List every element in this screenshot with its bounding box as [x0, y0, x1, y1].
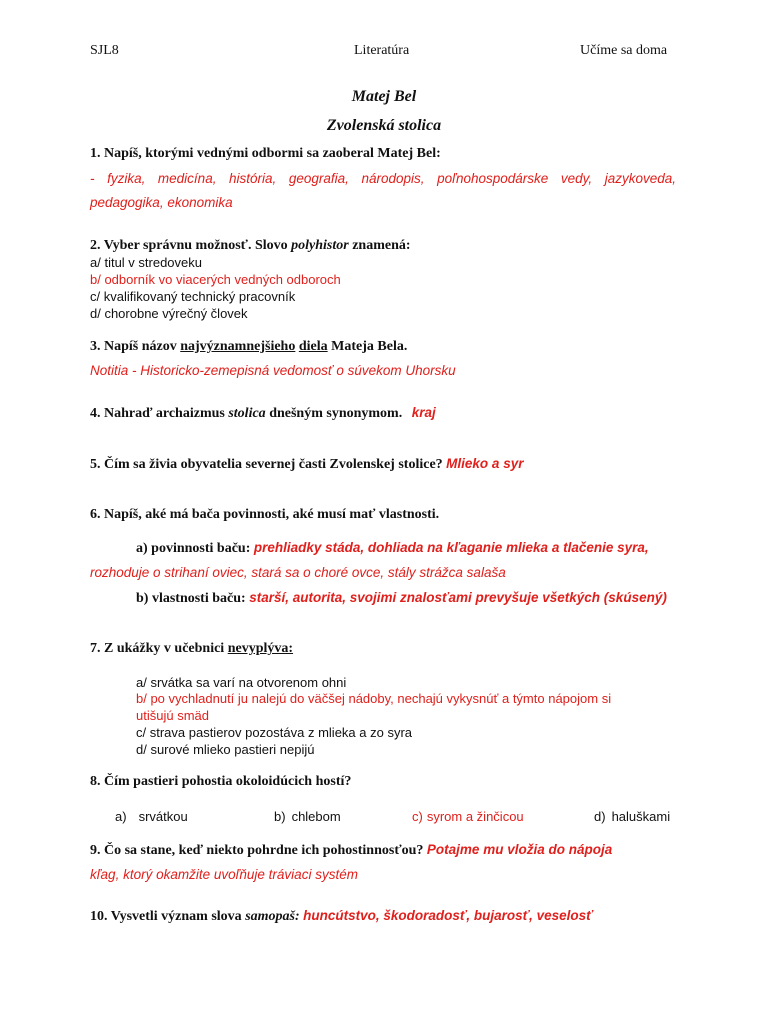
- option-7b-correct: b/ po vychladnutí ju nalejú do väčšej nádoby, nechajú vykysnúť a týmto nápojom si: [136, 691, 612, 706]
- answer-6a-line-2: rozhoduje o strihaní oviec, stará sa o choré ovce, stály strážca salaša: [90, 565, 506, 580]
- option-8c-correct: c) syrom a žinčicou: [412, 809, 524, 824]
- question-8: 8. Čím pastieri pohostia okoloidúcich hostí?: [90, 774, 352, 789]
- option-8a: a) srvátkou: [115, 809, 188, 824]
- answer-9-line-2: kľag, ktorý okamžite uvoľňuje tráviaci systém: [90, 867, 358, 882]
- option-7a: a/ srvátka sa varí na otvorenom ohni: [136, 675, 347, 690]
- option-2d: d/ chorobne výrečný človek: [90, 306, 248, 321]
- question-2-term: polyhistor: [291, 238, 349, 253]
- answer-6a-line-1: prehliadky stáda, dohliada na kľaganie mlieka a tlačenie syra,: [253, 540, 649, 555]
- question-9: 9. Čo sa stane, keď niekto pohrdne ich pohostinnosťou? Potajme mu vložia do nápoja: [90, 842, 613, 858]
- option-2a: a/ titul v stredoveku: [90, 255, 202, 270]
- page-subtitle: Zvolenská stolica: [326, 117, 442, 134]
- answer-1-line-1: - fyzika, medicína, história, geografia, národopis, poľnohospodárske vedy, jazykoveda,: [90, 171, 676, 186]
- question-1: 1. Napíš, ktorými vednými odbormi sa zaoberal Matej Bel:: [90, 146, 441, 161]
- answer-4: kraj: [411, 405, 436, 420]
- header-note: Učíme sa doma: [580, 43, 668, 58]
- option-7c: c/ strava pastierov pozostáva z mlieka a zo syra: [136, 725, 413, 740]
- header-class: SJL8: [90, 43, 119, 58]
- question-7: 7. Z ukážky v učebnici nevyplýva:: [90, 641, 294, 656]
- answer-5: Mlieko a syr: [446, 456, 524, 471]
- option-2c: c/ kvalifikovaný technický pracovník: [90, 289, 296, 304]
- answer-9-line-1: Potajme mu vložia do nápoja: [426, 842, 613, 857]
- answer-10: huncútstvo, škodoradosť, bujarosť, veselosť: [303, 908, 593, 923]
- option-7d: d/ surové mlieko pastieri nepijú: [136, 742, 315, 757]
- answer-6b: starší, autorita, svojimi znalosťami prevyšuje všetkých (skúsený): [249, 590, 667, 605]
- header-subject: Literatúra: [354, 43, 410, 58]
- question-10: 10. Vysvetli význam slova samopaš: huncútstvo, škodoradosť, bujarosť, veselosť: [90, 908, 593, 924]
- question-3: 3. Napíš názov najvýznamnejšieho diela Mateja Bela.: [90, 339, 408, 354]
- answer-1-line-2: pedagogika, ekonomika: [90, 195, 233, 210]
- question-6a: a) povinnosti baču: prehliadky stáda, dohliada na kľaganie mlieka a tlačenie syra,: [136, 540, 649, 556]
- page-title: Matej Bel: [351, 88, 417, 105]
- question-5: 5. Čím sa živia obyvatelia severnej časti Zvolenskej stolice? Mlieko a syr: [90, 456, 524, 472]
- option-7b-continued: utišujú smäd: [136, 708, 209, 723]
- question-6b: b) vlastnosti baču: starší, autorita, svojimi znalosťami prevyšuje všetkých (skúsený): [136, 590, 667, 606]
- option-8d: d) haluškami: [594, 809, 671, 824]
- question-6: 6. Napíš, aké má bača povinnosti, aké musí mať vlastnosti.: [90, 507, 440, 522]
- question-4: 4. Nahraď archaizmus stolica dnešným synonymom. kraj: [90, 405, 436, 421]
- question-2: 2. Vyber správnu možnosť. Slovo polyhistor znamená:: [90, 238, 411, 253]
- option-2b-correct: b/ odborník vo viacerých vedných odboroch: [90, 272, 341, 287]
- option-8b: b) chlebom: [274, 809, 341, 824]
- answer-3: Notitia - Historicko-zemepisná vedomosť o súvekom Uhorsku: [90, 363, 456, 378]
